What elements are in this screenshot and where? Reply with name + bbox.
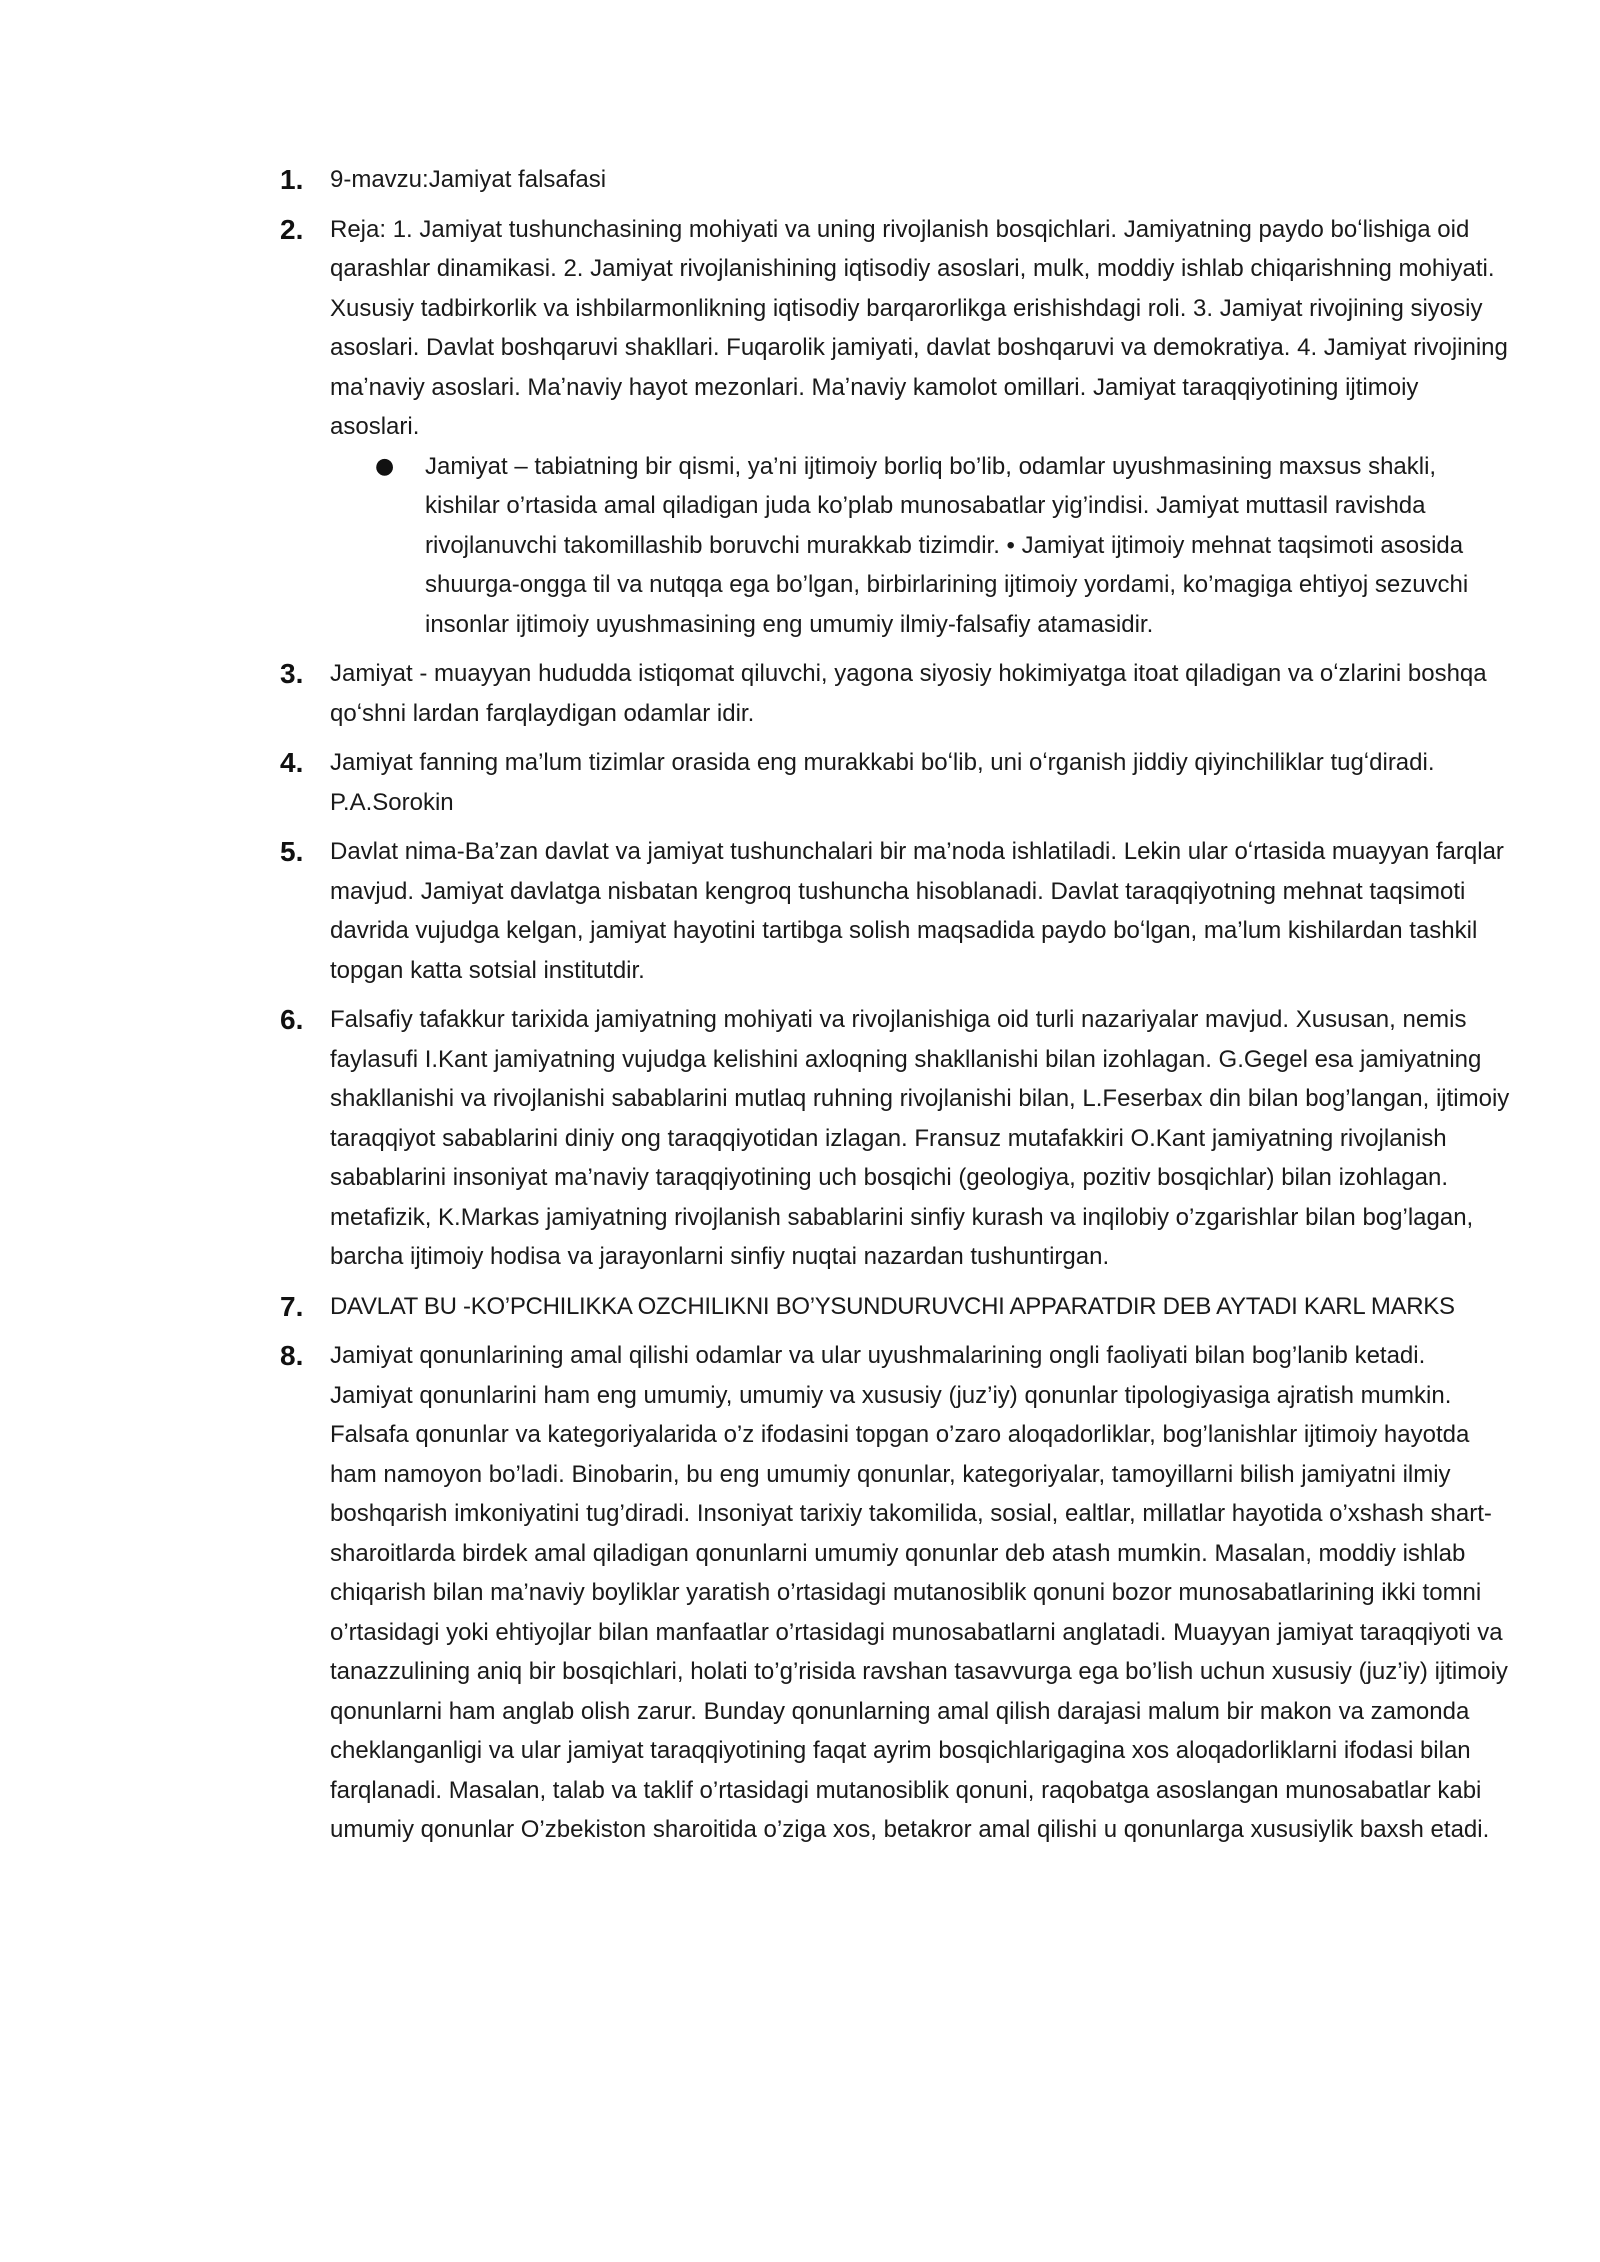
list-number: 2. xyxy=(280,213,304,245)
list-number: 3. xyxy=(280,658,304,689)
bullet-list xyxy=(330,447,1510,645)
numbered-list xyxy=(270,160,1510,1860)
list-item-6 xyxy=(270,1000,1510,1277)
bullet-dot-icon: ● xyxy=(375,453,395,479)
list-item-7 xyxy=(270,1287,1510,1327)
bullet-item xyxy=(330,447,1510,645)
list-number: 4. xyxy=(280,747,304,778)
list-item-2 xyxy=(270,210,1510,645)
plan-paragraph: Reja: 1. Jamiyat tushunchasining mohiyati va uning rivojlanish bosqichlari. Jamiyatning paydo boʻlishiga oid qarashlar dinamikasi. 2. Jamiyat rivojlanishining iqtisodiy asoslari, mulk, moddiy ishlab chiqarishning mohiyati. Xususiy tadbirkorlik va ishbilarmonlikning iqtisodiy barqarorlikga erishishdagi roli. 3. Jamiyat rivojining siyosiy asoslari. Davlat boshqaruvi shakllari. Fuqarolik jamiyati, davlat boshqaruvi va demokratiya. 4. Jamiyat rivojining maʼnaviy asoslari. Maʼnaviy hayot mezonlari. Maʼnaviy kamolot omillari. Jamiyat taraqqiyotining ijtimoiy asoslari. xyxy=(330,215,1508,440)
topic-title: 9-mavzu:Jamiyat falsafasi xyxy=(330,166,607,193)
list-number: 1. xyxy=(280,164,304,195)
list-number: 6. xyxy=(280,1004,304,1035)
list-number: 5. xyxy=(280,836,304,867)
paragraph-text: Falsafiy tafakkur tarixida jamiyatning mohiyati va rivojlanishiga oid turli nazariyalar mavjud. Xususan, nemis faylasufi I.Kant jamiyatning vujudga kelishini axloqning shakllanishi bilan izohlagan. G.Gegel esa jamiyatning shakllanishi va rivojlanishi sabablarini mutlaq ruhning rivojlanishi bilan, L.Feserbax din bilan bog’langan, ijtimoiy taraqqiyot sabablarini diniy ong taraqqiyotidan izlagan. Fransuz mutafakkiri O.Kant jamiyatning rivojlanish sabablarini insoniyat ma’naviy taraqqiyotining uch bosqichi (geologiya, pozitiv bosqichlar) bilan izohlagan. metafizik, K.Markas jamiyatning rivojlanish sabablarini sinfiy kurash va inqilobiy o’zgarishlar bilan bog’lagan, barcha ijtimoiy hodisa va jarayonlarni sinfiy nuqtai nazardan tushuntirgan. xyxy=(330,1006,1510,1270)
list-item-3 xyxy=(270,654,1510,733)
bullet-text: Jamiyat – tabiatning bir qismi, ya’ni ijtimoiy borliq bo’lib, odamlar uyushmasining maxsus shakli, kishilar o’rtasida amal qiladigan juda ko’plab munosabatlar yig’indisi. Jamiyat muttasil ravishda rivojlanuvchi takomillashib boruvchi murakkab tizimdir. • Jamiyat ijtimoiy mehnat taqsimoti asosida shuurga-ongga til va nutqqa ega bo’lgan, birbirlarining ijtimoiy yordami, ko’magiga ehtiyoj sezuvchi insonlar ijtimoiy uyushmasining eng umumiy ilmiy-falsafiy atamasidir. xyxy=(425,452,1469,638)
paragraph-text: Jamiyat - muayyan hududda istiqomat qiluvchi, yagona siyosiy hokimiyatga itoat qiladigan va oʻzlarini boshqa qoʻshni lardan farqlaydigan odamlar idir. xyxy=(330,660,1487,727)
list-number: 7. xyxy=(280,1290,304,1322)
list-item-4 xyxy=(270,743,1510,822)
list-item-5 xyxy=(270,832,1510,990)
paragraph-text: Davlat nima-Ba’zan davlat va jamiyat tushunchalari bir ma’noda ishlatiladi. Lekin ular oʻrtasida muayyan farqlar mavjud. Jamiyat davlatga nisbatan kengroq tushuncha hisoblanadi. Davlat taraqqiyotning mehnat taqsimoti davrida vujudga kelgan, jamiyat hayotini tartibga solish maqsadida paydo boʻlgan, ma’lum kishilardan tashkil topgan katta sotsial institutdir. xyxy=(330,838,1504,984)
list-number: 8. xyxy=(280,1340,304,1371)
list-item-1 xyxy=(270,160,1510,200)
paragraph-text: Jamiyat qonunlarining amal qilishi odamlar va ular uyushmalarining ongli faoliyati bilan bog’lanib ketadi. Jamiyat qonunlarini ham eng umumiy, umumiy va xususiy (juz’iy) qonunlar tipologiyasiga ajratish mumkin. Falsafa qonunlar va kategoriyalarida o’z ifodasini topgan o’zaro aloqadorliklar, bog’lanishlar ijtimoiy hayotda ham namoyon bo’ladi. Binobarin, bu eng umumiy qonunlar, kategoriyalar, tamoyillarni bilish jamiyatni ilmiy boshqarish imkoniyatini tug’diradi. Insoniyat tarixiy takomilida, sosial, ealtlar, millatlar hayotida o’xshash shart-sharoitlarda birdek amal qiladigan qonunlarni umumiy qonunlar deb atash mumkin. Masalan, moddiy ishlab chiqarish bilan ma’naviy boyliklar yaratish o’rtasidagi mutanosiblik qonuni bozor munosabatlarining ikki tomni o’rtasidagi yoki ehtiyojlar bilan manfaatlar o’rtasidagi munosabatlarni anglatadi. Muayyan jamiyat taraqqiyoti va tanazzulining aniq bir bosqichlari, holati to’g’risida ravshan tasavvurga ega bo’lish uchun xususiy (juz’iy) ijtimoiy qonunlarni ham anglab olish zarur. Bunday qonunlarning amal qilish darajasi malum bir makon va zamonda cheklanganligi va ular jamiyat taraqqiyotining faqat ayrim bosqichlarigagina xos aloqadorliklarni ifodasi bilan farqlanadi. Masalan, talab va taklif o’rtasidagi mutanosiblik qonuni, raqobatga asoslangan munosabatlar kabi umumiy qonunlar O’zbekiston sharoitida o’ziga xos, betakror amal qilishi u qonunlarga xususiylik baxsh etadi. xyxy=(330,1342,1508,1843)
paragraph-text: DAVLAT BU -KO’PCHILIKKA OZCHILIKNI BO’YSUNDURUVCHI APPARATDIR DEB AYTADI KARL MARKS xyxy=(330,1292,1455,1320)
list-item-8 xyxy=(270,1336,1510,1850)
paragraph-text: Jamiyat fanning ma’lum tizimlar orasida eng murakkabi boʻlib, uni oʻrganish jiddiy qiyinchiliklar tugʻdiradi. P.A.Sorokin xyxy=(330,749,1435,816)
